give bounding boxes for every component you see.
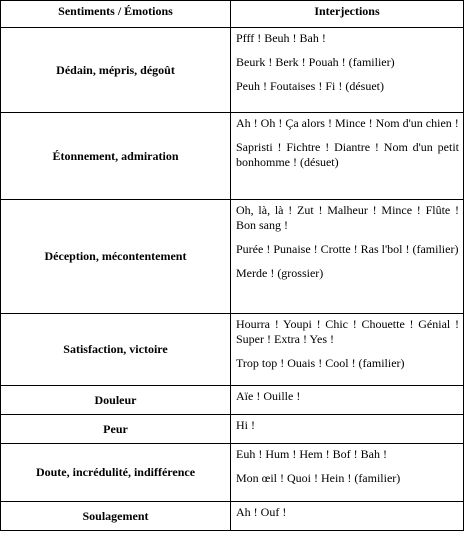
interjection-line: Beurk ! Berk ! Pouah ! (familier) (236, 55, 395, 69)
table-row (1, 200, 464, 314)
table-row (1, 502, 464, 531)
sentiment-cell: Déception, mécontentement (1, 200, 231, 314)
interjection-cell (231, 314, 464, 386)
table-row (1, 386, 464, 415)
table-row (1, 444, 464, 502)
interjection-line: Hourra ! Youpi ! Chic ! Chouette ! Génial ! Super ! Extra ! Yes ! (236, 317, 459, 346)
interjection-line: Euh ! Hum ! Hem ! Bof ! Bah ! (236, 447, 387, 461)
sentiment-cell: Satisfaction, victoire (1, 314, 231, 386)
interjection-line: Merde ! (grossier) (236, 266, 324, 280)
sentiment-cell: Dédain, mépris, dégoût (1, 28, 231, 113)
header-sentiments: Sentiments / Émotions (1, 1, 231, 28)
interjection-line: Oh, là, là ! Zut ! Malheur ! Mince ! Flûte ! Bon sang ! (236, 203, 459, 232)
interjection-line: Pfff ! Beuh ! Bah ! (236, 31, 326, 45)
sentiment-cell: Soulagement (1, 502, 231, 531)
interjection-line: Ah ! Ouf ! (236, 505, 287, 519)
sentiment-cell: Doute, incrédulité, indifférence (1, 444, 231, 502)
interjection-cell (231, 502, 464, 531)
interjection-line: Peuh ! Foutaises ! Fi ! (désuet) (236, 79, 384, 93)
interjection-line: Mon œil ! Quoi ! Hein ! (familier) (236, 471, 401, 485)
interjection-cell (231, 386, 464, 415)
header-row (1, 1, 464, 28)
interjection-line: Ah ! Oh ! Ça alors ! Mince ! Nom d'un chien ! (236, 116, 459, 130)
header-interjections: Interjections (231, 1, 464, 28)
table-row (1, 314, 464, 386)
interjection-line: Trop top ! Ouais ! Cool ! (familier) (236, 356, 405, 370)
interjection-line: Sapristi ! Fichtre ! Diantre ! Nom d'un petit bonhomme ! (désuet) (236, 140, 459, 169)
sentiment-cell: Étonnement, admiration (1, 113, 231, 200)
interjection-cell (231, 28, 464, 113)
interjection-cell (231, 200, 464, 314)
interjection-cell (231, 444, 464, 502)
table-row (1, 28, 464, 113)
interjection-line: Purée ! Punaise ! Crotte ! Ras l'bol ! (familier) (236, 242, 459, 256)
sentiment-cell: Douleur (1, 386, 231, 415)
sentiment-cell: Peur (1, 415, 231, 444)
table-row (1, 113, 464, 200)
interjection-line: Hi ! (236, 418, 255, 432)
interjection-line: Aïe ! Ouille ! (236, 389, 301, 403)
table-row (1, 415, 464, 444)
interjection-cell (231, 113, 464, 200)
interjection-cell (231, 415, 464, 444)
